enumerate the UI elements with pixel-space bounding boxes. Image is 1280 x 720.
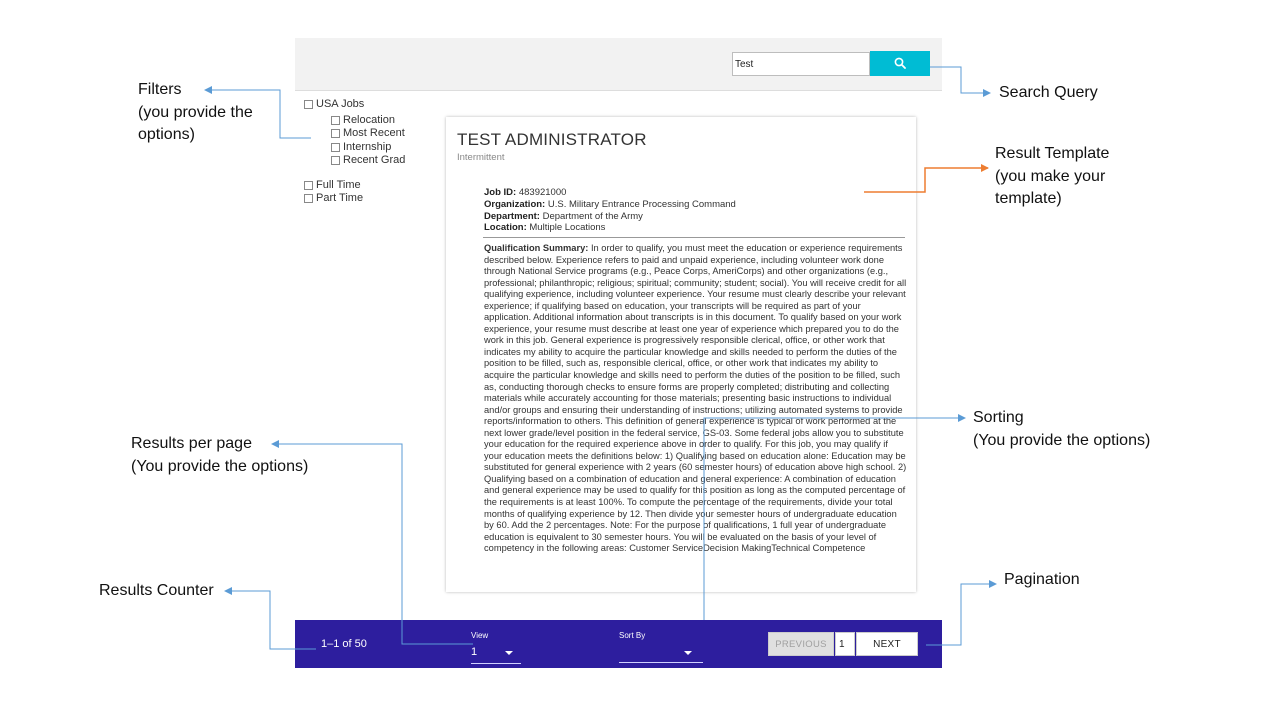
location: Multiple Locations <box>529 222 606 234</box>
view-label: View <box>471 631 489 640</box>
template-arrow <box>864 168 988 192</box>
next-button[interactable]: NEXT <box>856 632 918 656</box>
qualification-summary: Qualification Summary: In order to qualify, you must meet the education or experience requirements described below. Experience refers to paid and unpaid experience, including volunteer work done through National Service programs (e.g., Peace Corps, AmeriCorps) and other organizations (e.g., professional; philanthropic; religious; spiritual; community; student; social). You will receive credit for all qualifying experience, including volunteer experience. Your resume must clearly describe your relevant experience; if qualifying based on education, your transcripts will be required as part of your application. Additional information about transcripts is in this document. To qualify based on your work experience, your resume must describe at least one year of experience which prepared you to do the work in this job. General experience is progressively responsible clerical, office, or other work that indicates my ability to acquire the particular knowledge and skills needed to perform the duties of the position to be filled, such as, responsible clerical, office, or other work that indicates my ability to acquire the particular knowledge and skills need to perform the duties of the position to be filled, such as, conducting thorough checks to ensure forms are properly completed; distributing and collecting materials while accurately accounting for those materials; presenting basic instructions to individual and/or groups and ensuring their understanding of instructions; utilizing automated systems to provide reports/information to others. This definition of general experience is typical of work performed at the next lower grade/level position in the federal service, GS-03. Some federal jobs allow you to substitute your education for the required experience above in order to qualify. For this job, you may qualify if your education meets the definitions below: 1) Qualifying based on education alone: Education may be substituted for general experience with 2 years (60 semester hours) of education above high school. 2) Qualifying based on a combination of education and general experience: A combination of education and general experience may be used to qualify for this position as long as the computed percentage of the requirements is at least 100%. To compute the percentage of the requirements, divide your total months of qualifying experience by 12. Then divide your semester hours of undergraduate education by 60. Add the 2 percentages. Note: For the purpose of qualifications, 1 full year of undergraduate education is equivalent to 30 semester hours. You will be evaluated on the basis of your level of competency in the following areas: Customer ServiceDecision MakingTechnical Competence <box>484 243 907 554</box>
department: Department of the Army <box>542 210 643 222</box>
filter-full-time[interactable]: Full Time <box>304 179 361 191</box>
filter-relocation[interactable]: Relocation <box>331 114 395 126</box>
result-meta: Job ID: 483921000 Organization: U.S. Military Entrance Processing Command Department: Department of the Army Location: Multiple Locations <box>484 187 736 234</box>
sorting-arrow <box>704 418 965 620</box>
job-id: 483921000 <box>518 187 567 198</box>
result-title[interactable]: TEST ADMINISTRATOR <box>457 130 647 149</box>
annotation-pagination: Pagination <box>1004 571 1080 588</box>
results-counter: 1–1 of 50 <box>321 638 367 650</box>
annotation-filters: Filters (you provide the options) <box>138 81 253 143</box>
page-number[interactable]: 1 <box>835 632 855 656</box>
pagination-arrow <box>926 584 996 645</box>
annotation-sorting: Sorting (You provide the options) <box>973 409 1151 449</box>
annotation-results-counter: Results Counter <box>99 582 214 599</box>
annotation-result-template: Result Template (you make your template) <box>995 145 1110 207</box>
filter-internship[interactable]: Internship <box>331 141 391 153</box>
annotation-search-query: Search Query <box>999 84 1098 101</box>
search-arrow <box>930 67 990 93</box>
counter-arrow <box>225 591 316 649</box>
filter-most-recent[interactable]: Most Recent <box>331 127 405 139</box>
filter-recent-grad[interactable]: Recent Grad <box>331 154 405 166</box>
filter-usa-jobs[interactable]: USA Jobs <box>304 98 364 110</box>
view-value: 1 <box>471 646 478 658</box>
sort-label: Sort By <box>619 631 646 640</box>
organization: U.S. Military Entrance Processing Command <box>547 198 736 210</box>
previous-button[interactable]: PREVIOUS <box>768 632 834 656</box>
annotation-results-per-page: Results per page (You provide the options) <box>131 435 309 475</box>
result-subtitle: Intermittent <box>457 152 505 163</box>
filter-part-time[interactable]: Part Time <box>304 192 363 204</box>
